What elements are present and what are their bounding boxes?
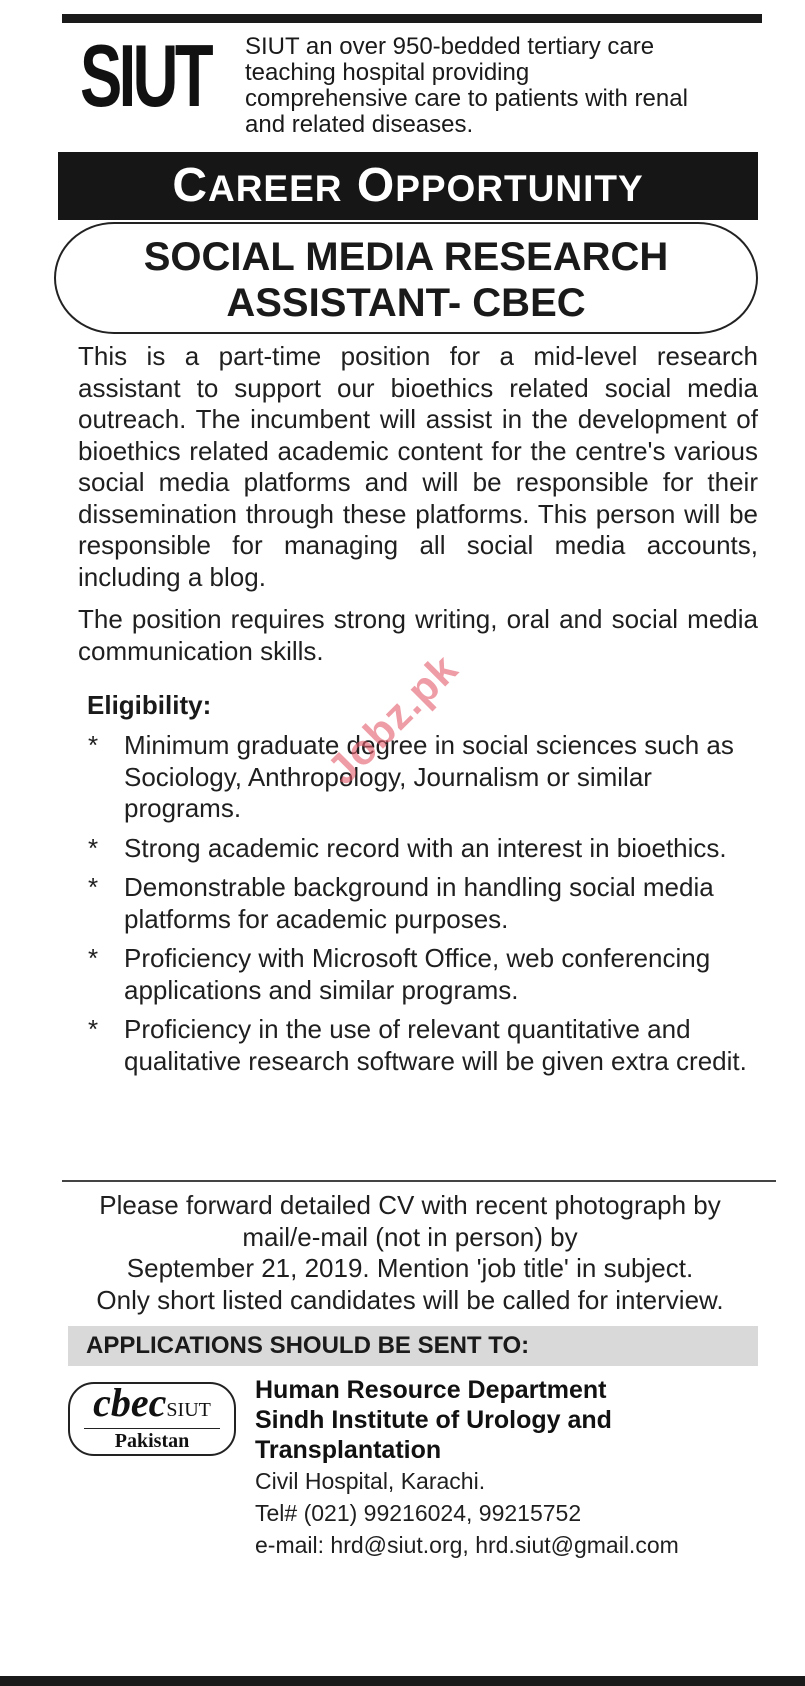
banner-rest: PPORTUNITY [395, 168, 644, 209]
siut-logo: SIUT [80, 26, 210, 125]
bullet: * [88, 943, 99, 973]
intro-line: comprehensive care to patients with renal [245, 85, 688, 112]
cbec-logo-sub: SIUT [166, 1399, 211, 1421]
department-line: Transplantation [255, 1436, 442, 1464]
top-rule [62, 14, 762, 23]
address-line: Civil Hospital, Karachi. [255, 1468, 486, 1494]
bullet: * [88, 1014, 99, 1044]
list-item-text: Demonstrable background in handling social media platforms for academic purposes. [124, 872, 714, 934]
description-paragraph: This is a part-time position for a mid-level research assistant to support our bioethics related social media outreach. The incumbent will assist in the development of bioethics related academic content for the centre's various social media platforms and will be responsible for their dissemination through these platforms. This person will be responsible for managing all social media accounts, including a blog. [78, 341, 758, 592]
bullet: * [88, 730, 99, 760]
divider [62, 1180, 776, 1182]
list-item [88, 730, 748, 825]
job-title-line: SOCIAL MEDIA RESEARCH [143, 235, 669, 279]
list-item [88, 943, 748, 1006]
intro-line: SIUT an over 950-bedded tertiary care [245, 33, 655, 60]
instruction-line: mail/e-mail (not in person) by [242, 1221, 578, 1252]
description-paragraph: The position requires strong writing, oral and social media communication skills. [78, 604, 758, 666]
cbec-logo-main: cbec [93, 1380, 167, 1425]
intro-line: teaching hospital providing [245, 59, 530, 86]
intro-line: and related diseases. [245, 111, 474, 138]
bullet: * [88, 872, 99, 902]
instruction-line: Please forward detailed CV with recent photograph by [99, 1190, 721, 1220]
list-item [88, 872, 748, 935]
banner-rest: AREER [207, 168, 343, 209]
cbec-logo [68, 1382, 236, 1456]
banner-initial: C [172, 159, 208, 212]
applications-heading: APPLICATIONS SHOULD BE SENT TO: [68, 1326, 758, 1366]
instruction-line: September 21, 2019. Mention 'job title' in subject. [126, 1253, 694, 1283]
job-title [54, 222, 758, 334]
cbec-logo-country: Pakistan [84, 1428, 220, 1453]
department-line: Sindh Institute of Urology and [255, 1406, 612, 1434]
list-item-text: Minimum graduate degree in social sciences such as Sociology, Anthropology, Journalism or similar programs. [124, 730, 734, 823]
list-item [88, 833, 748, 865]
bullet: * [88, 832, 99, 863]
job-title-line: ASSISTANT- CBEC [226, 281, 586, 325]
list-item-text: Proficiency in the use of relevant quantitative and qualitative research software will be given extra credit. [124, 1014, 747, 1076]
banner-initial: O [356, 159, 396, 212]
application-instructions [40, 1190, 780, 1316]
department-line: Human Resource Department [255, 1376, 607, 1404]
eligibility-list [88, 730, 748, 1085]
watermark: Jobz.pk [318, 644, 467, 794]
telephone-line: Tel# (021) 99216024, 99215752 [255, 1500, 582, 1526]
email-line: e-mail: hrd@siut.org, hrd.siut@gmail.com [255, 1532, 679, 1558]
list-item-text: Proficiency with Microsoft Office, web conferencing applications and similar programs. [124, 943, 711, 1005]
eligibility-heading: Eligibility: [87, 690, 212, 720]
career-opportunity-banner [58, 152, 758, 220]
list-item [88, 1014, 748, 1077]
intro-text [245, 34, 775, 138]
bottom-rule [0, 1676, 805, 1686]
instruction-line: Only short listed candidates will be called for interview. [96, 1284, 724, 1315]
list-item-text: Strong academic record with an interest in bioethics. [124, 832, 727, 863]
contact-address [255, 1375, 775, 1561]
